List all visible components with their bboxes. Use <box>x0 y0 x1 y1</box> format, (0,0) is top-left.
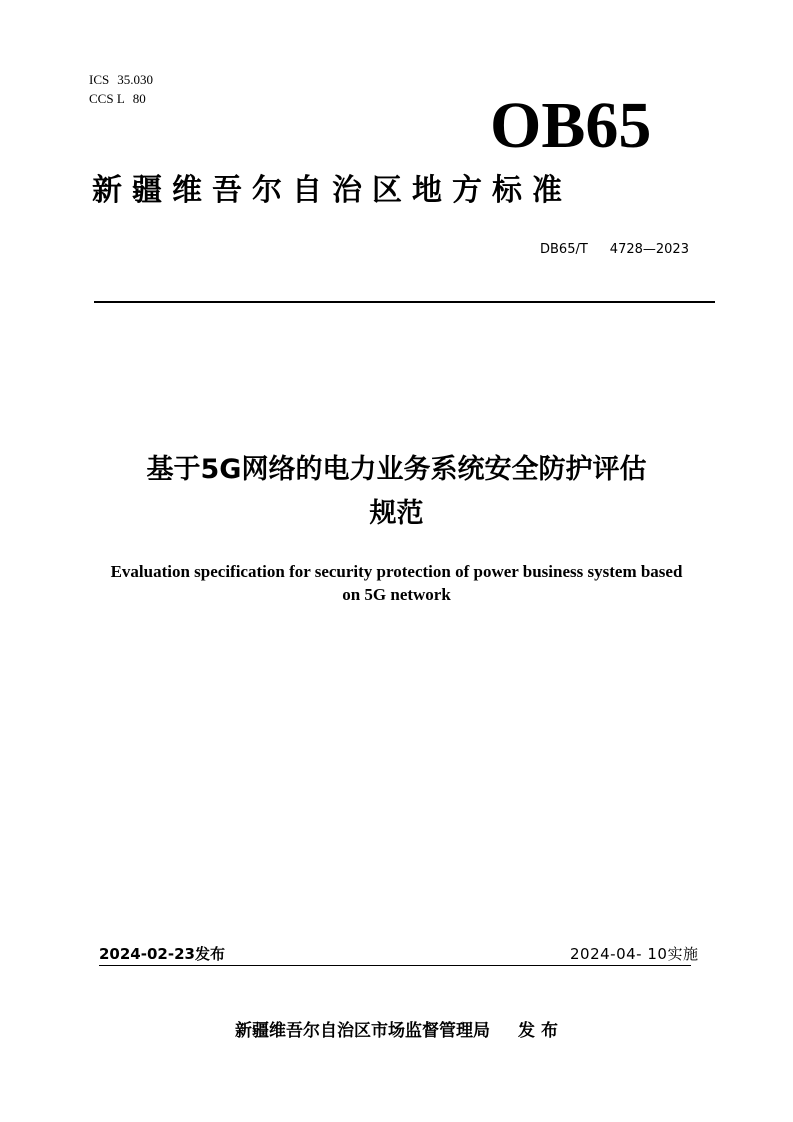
publisher-line <box>200 1019 593 1043</box>
publisher-action: 发 布 <box>518 1021 558 1041</box>
standard-number-value: 4728—2023 <box>609 242 689 257</box>
ccs-classification <box>89 91 146 107</box>
ccs-code-number: 80 <box>132 91 146 106</box>
ics-label: ICS <box>89 72 110 87</box>
implementation-date: 2024-04- 10实施 <box>570 945 699 963</box>
chinese-title <box>60 448 733 536</box>
english-title-line1: Evaluation specification for security protection of power business system based <box>110 562 683 581</box>
chinese-title-line1: 基于5G网络的电力业务系统安全防护评估 <box>146 454 647 485</box>
issue-date: 2024-02-23发布 <box>99 945 225 963</box>
ics-code: 35.030 <box>117 72 153 87</box>
header-divider <box>94 301 715 303</box>
standard-number <box>540 241 689 259</box>
standard-code-logo: OB65 <box>490 89 652 162</box>
ccs-label: CCS <box>89 91 114 106</box>
standard-type-heading: 新疆维吾尔自治区地方标准 <box>92 173 572 208</box>
english-title <box>80 560 713 606</box>
ics-classification <box>89 72 153 88</box>
ccs-code-letter: L <box>116 91 125 106</box>
english-title-line2: on 5G network <box>342 585 451 604</box>
standard-number-prefix: DB65/T <box>540 242 588 257</box>
publisher-name: 新疆维吾尔自治区市场监督管理局 <box>235 1021 491 1041</box>
chinese-title-line2: 规范 <box>369 498 424 529</box>
footer-divider <box>99 965 691 966</box>
